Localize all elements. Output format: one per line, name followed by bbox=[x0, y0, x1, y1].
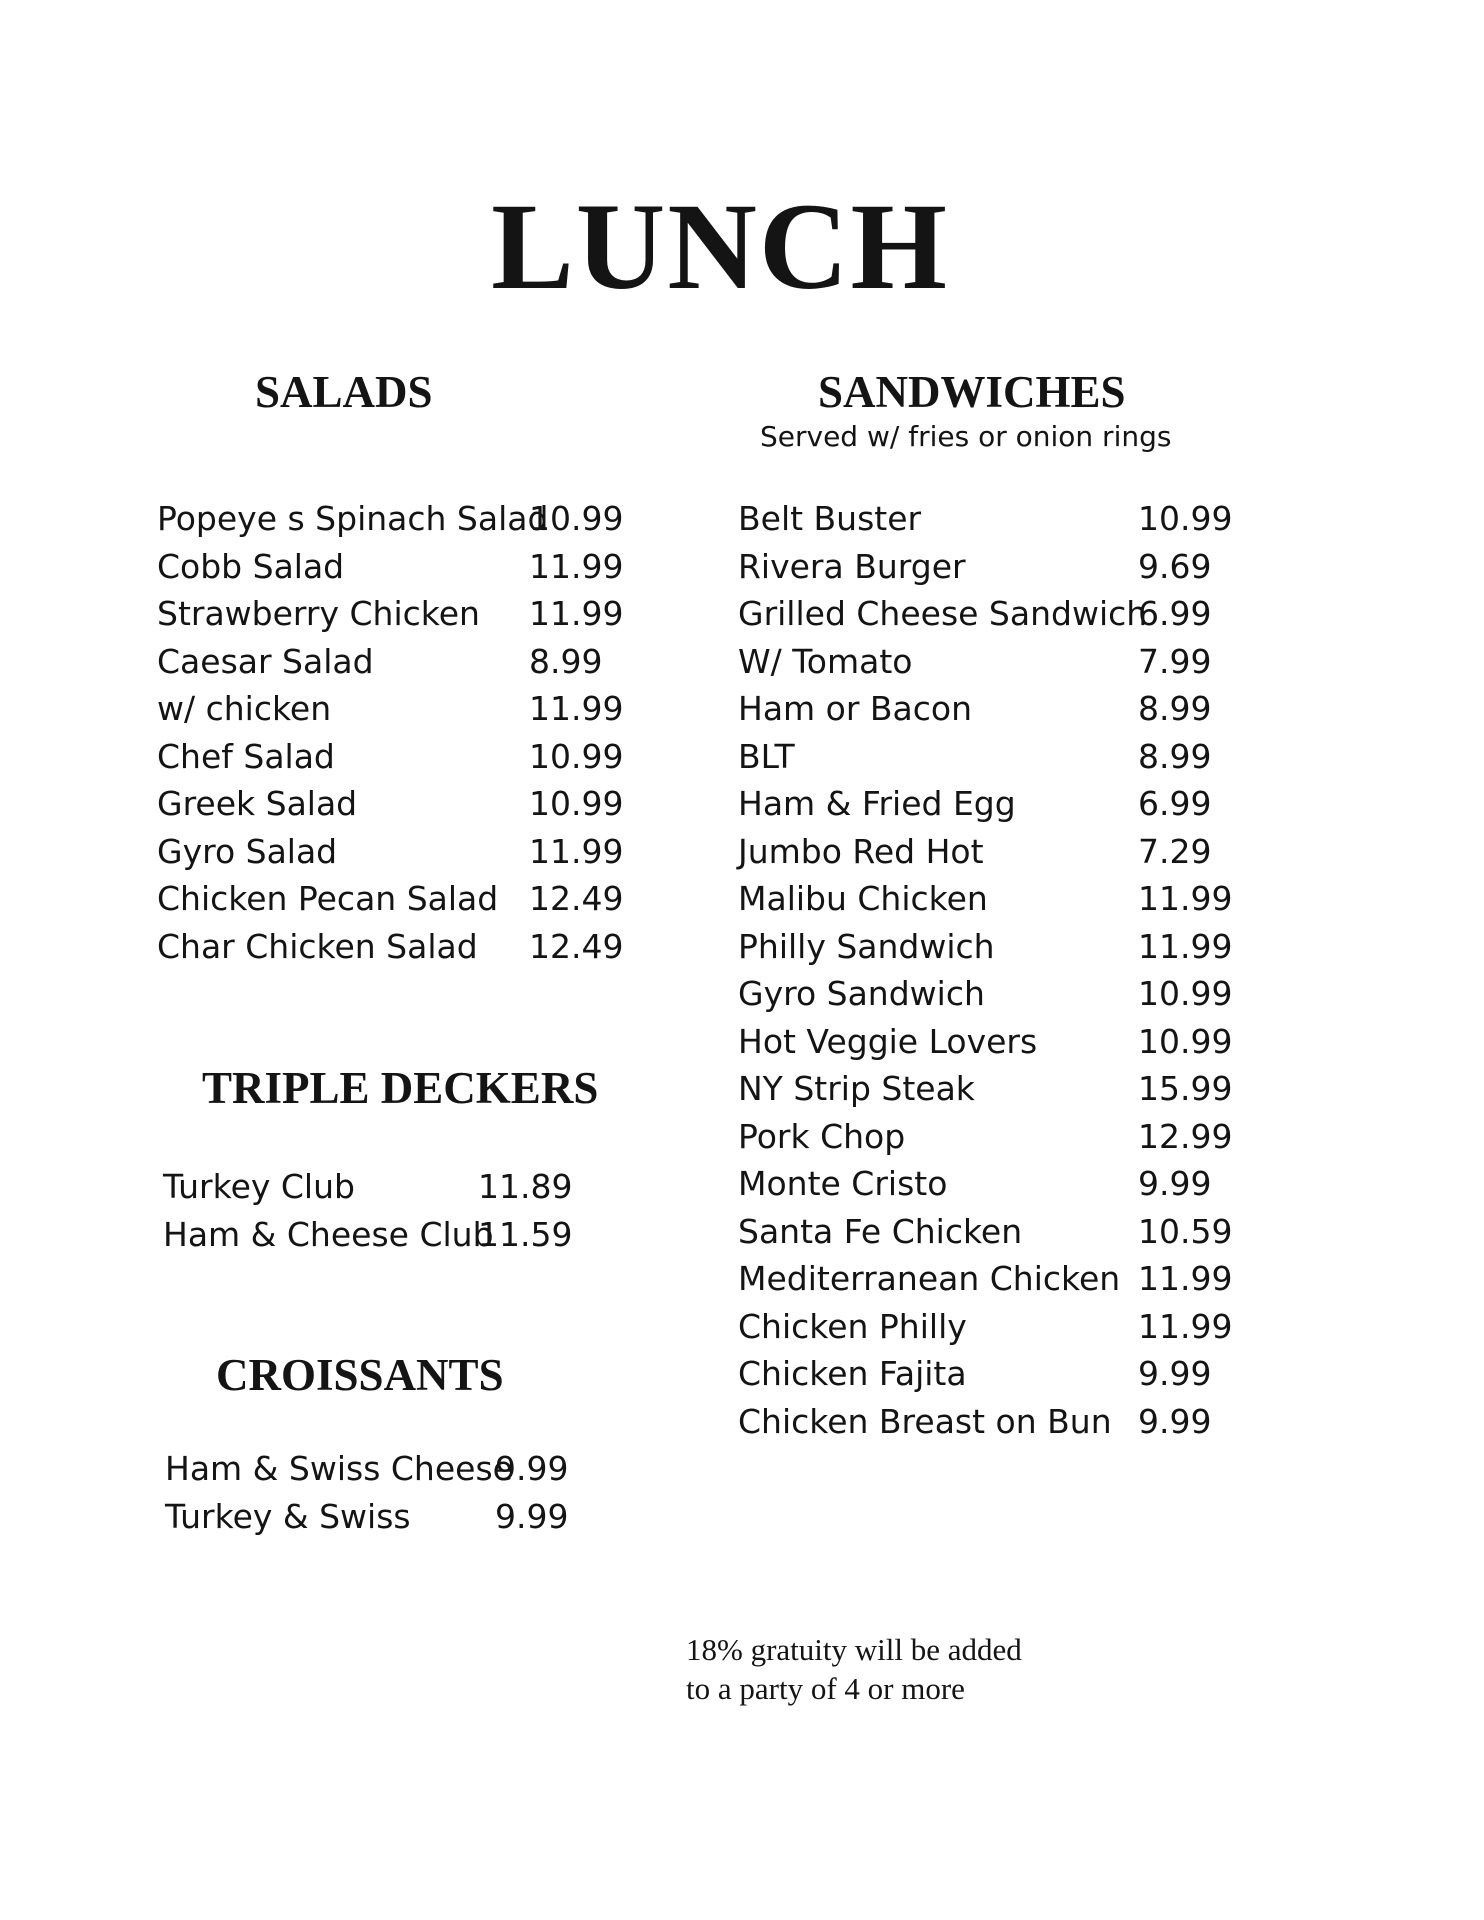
menu-item-price: 10.99 bbox=[529, 736, 624, 776]
menu-item-name: Gyro Salad bbox=[157, 831, 338, 871]
menu-item-name: Grilled Cheese Sandwich bbox=[738, 594, 1148, 633]
menu-item-price: 8.99 bbox=[1138, 736, 1212, 776]
menu-item-name: Strawberry Chicken bbox=[157, 594, 480, 633]
menu-item-name: Turkey Club bbox=[163, 1167, 355, 1206]
menu-item-name: Mediterranean Chicken bbox=[738, 1259, 1121, 1298]
menu-item-name: Malibu Chicken bbox=[738, 879, 988, 918]
menu-item-name: NY Strip Steak bbox=[738, 1069, 975, 1108]
menu-item-price: 10.59 bbox=[1138, 1211, 1233, 1251]
menu-item-price: 11.99 bbox=[529, 689, 624, 728]
menu-item-name: Chef Salad bbox=[157, 736, 335, 776]
menu-item-name: Ham & Fried Egg bbox=[738, 784, 1016, 823]
menu-item-price: 7.99 bbox=[1138, 641, 1212, 681]
menu-item-price: 10.99 bbox=[529, 784, 624, 823]
menu-item-price: 11.59 bbox=[478, 1215, 573, 1254]
gratuity-note-line1: 18% gratuity will be added bbox=[686, 1632, 1022, 1667]
menu-item-price: 11.99 bbox=[1138, 1306, 1233, 1346]
menu-item-name: Santa Fe Chicken bbox=[738, 1211, 1023, 1251]
menu-item-name: Monte Cristo bbox=[738, 1164, 948, 1203]
menu-item-price: 11.89 bbox=[478, 1167, 573, 1206]
menu-item-price: 10.99 bbox=[1138, 1021, 1233, 1061]
menu-item-name: Ham or Bacon bbox=[738, 689, 973, 728]
menu-item-name: Gyro Sandwich bbox=[738, 974, 985, 1013]
menu-item-price: 11.99 bbox=[529, 831, 624, 871]
menu-item-price: 11.99 bbox=[529, 594, 624, 633]
triple-deckers-heading: TRIPLE DECKERS bbox=[202, 1063, 599, 1113]
menu-item-name: Turkey & Swiss bbox=[165, 1497, 411, 1536]
menu-item-price: 12.49 bbox=[529, 926, 624, 966]
menu-item-name: Rivera Burger bbox=[738, 546, 966, 586]
menu-item-price: 9.69 bbox=[1138, 546, 1212, 586]
menu-item-price: 10.99 bbox=[1138, 974, 1233, 1013]
menu-item-name: Caesar Salad bbox=[157, 641, 374, 681]
menu-item-price: 9.99 bbox=[1138, 1354, 1212, 1393]
menu-item-price: 11.99 bbox=[1138, 879, 1233, 918]
croissants-heading: CROISSANTS bbox=[216, 1350, 504, 1400]
menu-item-name: W/ Tomato bbox=[738, 641, 913, 681]
menu-item-price: 12.99 bbox=[1138, 1116, 1233, 1156]
menu-item-price: 10.99 bbox=[529, 499, 624, 538]
menu-item-price: 6.99 bbox=[1138, 784, 1212, 823]
menu-item-price: 8.99 bbox=[1138, 689, 1212, 728]
menu-item-price: 9.99 bbox=[495, 1497, 569, 1536]
menu-item-name: BLT bbox=[738, 736, 795, 776]
sandwiches-subtitle: Served w/ fries or onion rings bbox=[760, 420, 1172, 453]
menu-item-price: 10.99 bbox=[1138, 499, 1233, 538]
menu-item-name: Greek Salad bbox=[157, 784, 358, 823]
menu-item-name: Hot Veggie Lovers bbox=[738, 1021, 1038, 1061]
page-title: LUNCH bbox=[491, 178, 949, 315]
menu-item-name: Popeye s Spinach Salad bbox=[157, 499, 549, 538]
menu-item-name: Chicken Breast on Bun bbox=[738, 1401, 1112, 1441]
salads-heading: SALADS bbox=[255, 367, 433, 417]
menu-item-name: Philly Sandwich bbox=[738, 926, 995, 966]
menu-item-price: 9.99 bbox=[1138, 1401, 1212, 1441]
menu-item-price: 15.99 bbox=[1138, 1069, 1233, 1108]
menu-item-price: 12.49 bbox=[529, 879, 624, 918]
gratuity-note-line2: to a party of 4 or more bbox=[686, 1671, 965, 1706]
menu-item-name: Cobb Salad bbox=[157, 546, 345, 586]
menu-item-price: 9.99 bbox=[495, 1449, 569, 1488]
menu-item-price: 7.29 bbox=[1138, 831, 1212, 871]
menu-item-name: w/ chicken bbox=[157, 689, 332, 728]
menu-item-price: 11.99 bbox=[1138, 926, 1233, 966]
menu-item-price: 8.99 bbox=[529, 641, 603, 681]
menu-item-name: Chicken Fajita bbox=[738, 1354, 967, 1393]
menu-item-name: Char Chicken Salad bbox=[157, 926, 478, 966]
sandwiches-heading: SANDWICHES bbox=[818, 367, 1126, 417]
menu-item-price: 11.99 bbox=[529, 546, 624, 586]
menu-item-name: Pork Chop bbox=[738, 1116, 906, 1156]
menu-item-name: Chicken Philly bbox=[738, 1306, 967, 1346]
menu-item-price: 6.99 bbox=[1138, 594, 1212, 633]
menu-item-name: Belt Buster bbox=[738, 499, 922, 538]
menu-item-name: Chicken Pecan Salad bbox=[157, 879, 499, 918]
menu-item-price: 11.99 bbox=[1138, 1259, 1233, 1298]
menu-item-name: Jumbo Red Hot bbox=[738, 831, 984, 871]
menu-item-name: Ham & Cheese Club bbox=[163, 1215, 494, 1254]
gratuity-note bbox=[686, 1630, 1022, 1708]
menu-item-price: 9.99 bbox=[1138, 1164, 1212, 1203]
menu-item-name: Ham & Swiss Cheese bbox=[165, 1449, 513, 1488]
